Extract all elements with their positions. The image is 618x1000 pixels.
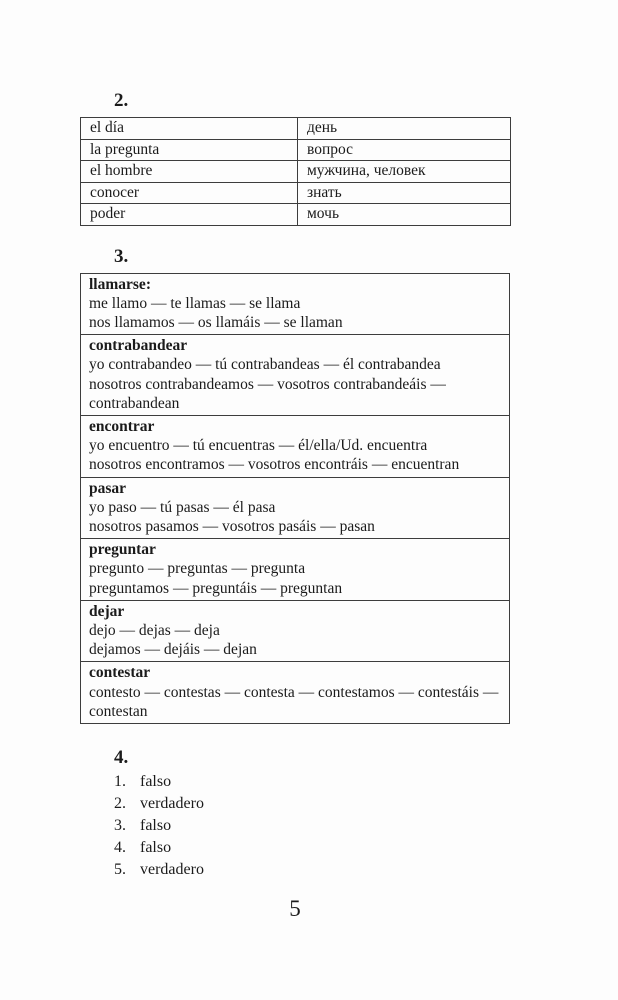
vocab-cell-russian: вопрос — [298, 139, 511, 161]
vocab-cell-spanish: el día — [81, 118, 298, 140]
vocab-row — [81, 204, 511, 226]
conjugation-line: yo contrabandeo — tú contrabandeas — él contrabandea — [89, 356, 441, 374]
conjugation-table-body — [81, 273, 510, 723]
conjugation-row — [81, 662, 510, 724]
vocab-cell-russian: день — [298, 118, 511, 140]
answer-item — [114, 793, 510, 815]
vocab-cell-russian: мочь — [298, 204, 511, 226]
vocab-cell-spanish: conocer — [81, 182, 298, 204]
answer-number: 2. — [114, 794, 126, 812]
verb-name: contrabandear — [89, 337, 188, 355]
conjugation-cell — [81, 273, 510, 335]
conjugation-row — [81, 273, 510, 335]
answer-item — [114, 859, 510, 881]
conjugation-cell — [81, 600, 510, 662]
conjugation-line: contesto — contestas — contesta — contestamos — contestáis — contestan — [89, 683, 499, 720]
vocab-cell-spanish: poder — [81, 204, 298, 226]
conjugation-row — [81, 477, 510, 539]
page-number: 5 — [289, 895, 301, 921]
conjugation-line: dejamos — dejáis — dejan — [89, 641, 257, 659]
verb-name: contestar — [89, 664, 151, 682]
conjugation-line: nosotros contrabandeamos — vosotros contrabandeáis — contrabandean — [89, 375, 446, 412]
answer-item — [114, 815, 510, 837]
vocab-row — [81, 139, 511, 161]
conjugation-cell — [81, 539, 510, 601]
conjugation-line: yo paso — tú pasas — él pasa — [89, 498, 276, 516]
vocab-table — [80, 117, 511, 226]
conjugation-row — [81, 539, 510, 601]
verb-name: preguntar — [89, 541, 156, 559]
answers-list — [80, 771, 510, 881]
answer-text: falso — [140, 816, 172, 834]
conjugation-cell — [81, 477, 510, 539]
vocab-cell-spanish: la pregunta — [81, 139, 298, 161]
vocab-cell-russian: мужчина, человек — [298, 161, 511, 183]
conjugation-cell — [81, 335, 510, 416]
answer-text: falso — [140, 838, 172, 856]
conjugation-line: preguntamos — preguntáis — preguntan — [89, 579, 343, 597]
verb-name: encontrar — [89, 417, 155, 435]
conjugation-line: nosotros pasamos — vosotros pasáis — pasan — [89, 517, 375, 535]
conjugation-row — [81, 415, 510, 477]
vocab-row — [81, 118, 511, 140]
section-3-heading: 3. — [114, 245, 129, 267]
conjugation-line: me llamo — te llamas — se llama — [89, 294, 301, 312]
page-content — [80, 0, 510, 922]
conjugation-row — [81, 600, 510, 662]
answer-number: 1. — [114, 772, 126, 790]
answer-number: 4. — [114, 838, 126, 856]
conjugation-line: nos llamamos — os llamáis — se llaman — [89, 313, 343, 331]
answer-number: 5. — [114, 860, 126, 878]
conjugation-table — [80, 273, 510, 724]
vocab-cell-spanish: el hombre — [81, 161, 298, 183]
answer-number: 3. — [114, 816, 126, 834]
answer-text: falso — [140, 772, 172, 790]
answer-text: verdadero — [140, 794, 204, 812]
verb-name: pasar — [89, 479, 127, 497]
vocab-row — [81, 161, 511, 183]
conjugation-line: pregunto — preguntas — pregunta — [89, 560, 306, 578]
answer-item — [114, 837, 510, 859]
vocab-table-body — [81, 118, 511, 226]
vocab-cell-russian: знать — [298, 182, 511, 204]
vocab-row — [81, 182, 511, 204]
conjugation-cell — [81, 662, 510, 724]
conjugation-line: yo encuentro — tú encuentras — él/ella/Ud. encuentra — [89, 437, 428, 455]
section-4-heading: 4. — [114, 746, 129, 768]
section-2-heading: 2. — [114, 90, 129, 111]
answer-item — [114, 771, 510, 793]
conjugation-row — [81, 335, 510, 416]
answer-text: verdadero — [140, 860, 204, 878]
verb-name: llamarse: — [89, 275, 151, 293]
conjugation-line: nosotros encontramos — vosotros encontráis — encuentran — [89, 456, 460, 474]
conjugation-cell — [81, 415, 510, 477]
verb-name: dejar — [89, 602, 125, 620]
conjugation-line: dejo — dejas — deja — [89, 621, 220, 639]
